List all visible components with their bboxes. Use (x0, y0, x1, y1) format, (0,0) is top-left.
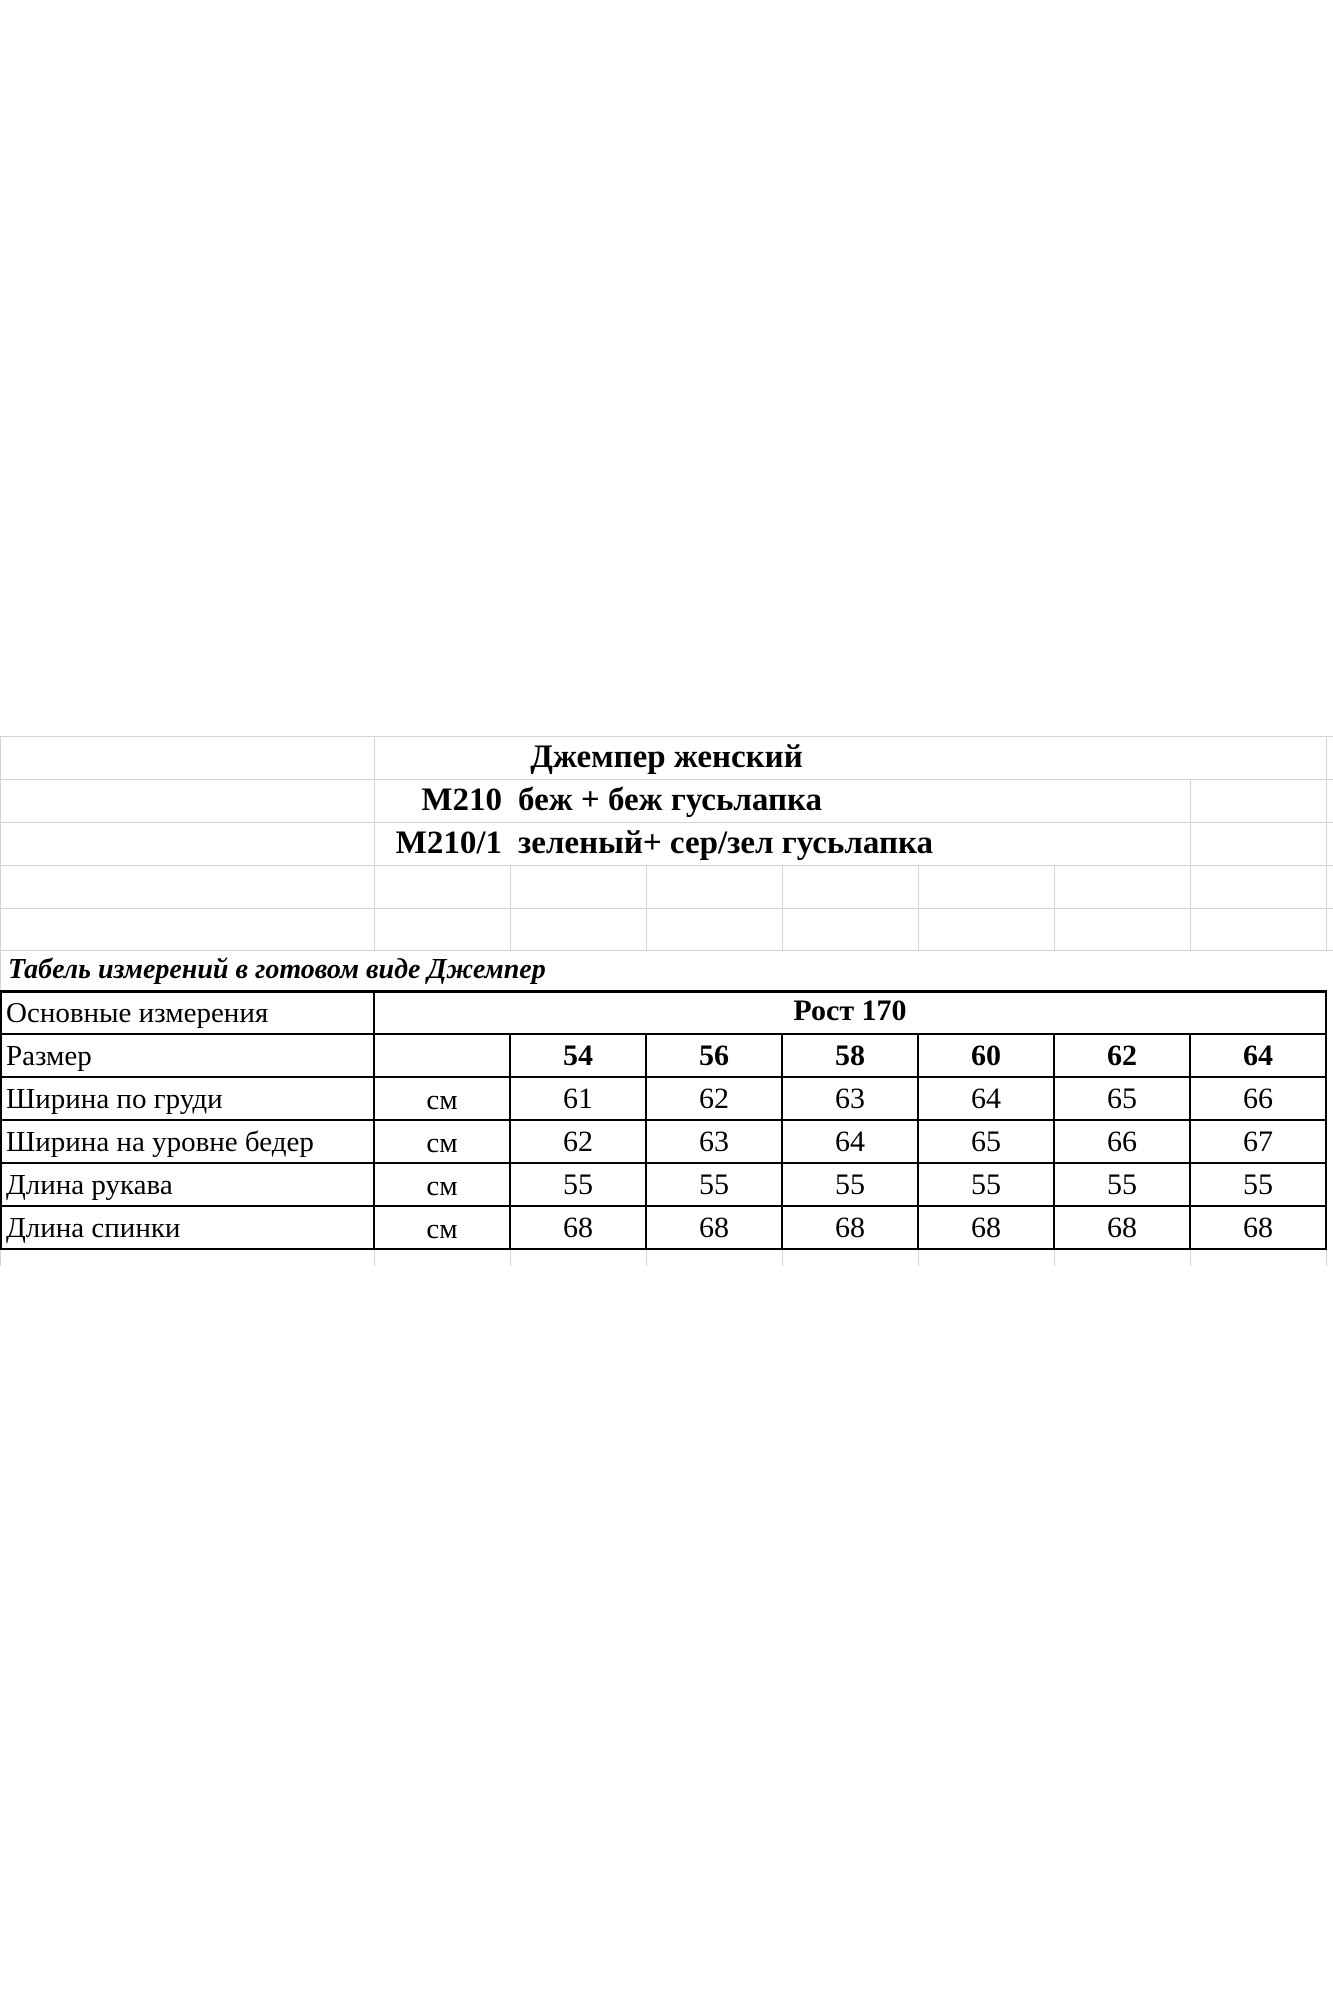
variant-code: М210/1 (395, 825, 502, 861)
cell-value: 65 (1107, 1082, 1137, 1115)
size-value: 62 (1107, 1039, 1137, 1072)
cell-value: 66 (1243, 1082, 1273, 1115)
cell-value: 68 (1243, 1211, 1273, 1244)
cell-value: 61 (563, 1082, 593, 1115)
row-unit: см (426, 1170, 458, 1202)
cell-value: 64 (835, 1125, 865, 1158)
cell-value: 68 (699, 1211, 729, 1244)
cell-value: 63 (835, 1082, 865, 1115)
header-label: Основные измерения (6, 997, 269, 1029)
cell-value: 62 (699, 1082, 729, 1115)
cell-value: 55 (835, 1168, 865, 1201)
cell-value: 55 (699, 1168, 729, 1201)
product-title: Джемпер женский (530, 739, 803, 775)
size-value: 64 (1243, 1039, 1273, 1072)
row-name: Длина рукава (6, 1169, 173, 1201)
row-unit: см (426, 1127, 458, 1159)
cell-value: 64 (971, 1082, 1001, 1115)
variant-code: М210 (421, 782, 502, 818)
row-unit: см (426, 1084, 458, 1116)
cell-value: 55 (1107, 1168, 1137, 1201)
cell-value: 62 (563, 1125, 593, 1158)
variant-description: зеленый+ сер/зел гусьлапка (518, 825, 933, 861)
height-label: Рост 170 (793, 994, 907, 1027)
cell-value: 68 (835, 1211, 865, 1244)
cell-value: 65 (971, 1125, 1001, 1158)
cell-value: 66 (1107, 1125, 1137, 1158)
cell-value: 68 (1107, 1211, 1137, 1244)
cell-value: 55 (971, 1168, 1001, 1201)
cell-value: 55 (1243, 1168, 1273, 1201)
size-label: Размер (6, 1040, 92, 1072)
cell-value: 55 (563, 1168, 593, 1201)
size-value: 58 (835, 1039, 865, 1072)
cell-value: 67 (1243, 1125, 1273, 1158)
variant-description: беж + беж гусьлапка (518, 782, 823, 818)
row-name: Ширина по груди (6, 1083, 223, 1115)
size-value: 60 (971, 1039, 1001, 1072)
cell-value: 68 (971, 1211, 1001, 1244)
cell-value: 68 (563, 1211, 593, 1244)
size-value: 54 (563, 1039, 593, 1072)
size-value: 56 (699, 1039, 729, 1072)
row-name: Ширина на уровне бедер (6, 1126, 314, 1158)
row-unit: см (426, 1213, 458, 1245)
row-name: Длина спинки (6, 1212, 181, 1244)
cell-value: 63 (699, 1125, 729, 1158)
table-caption: Табель измерений в готовом виде Джемпер (8, 954, 546, 985)
spreadsheet-area (0, 736, 1333, 1266)
